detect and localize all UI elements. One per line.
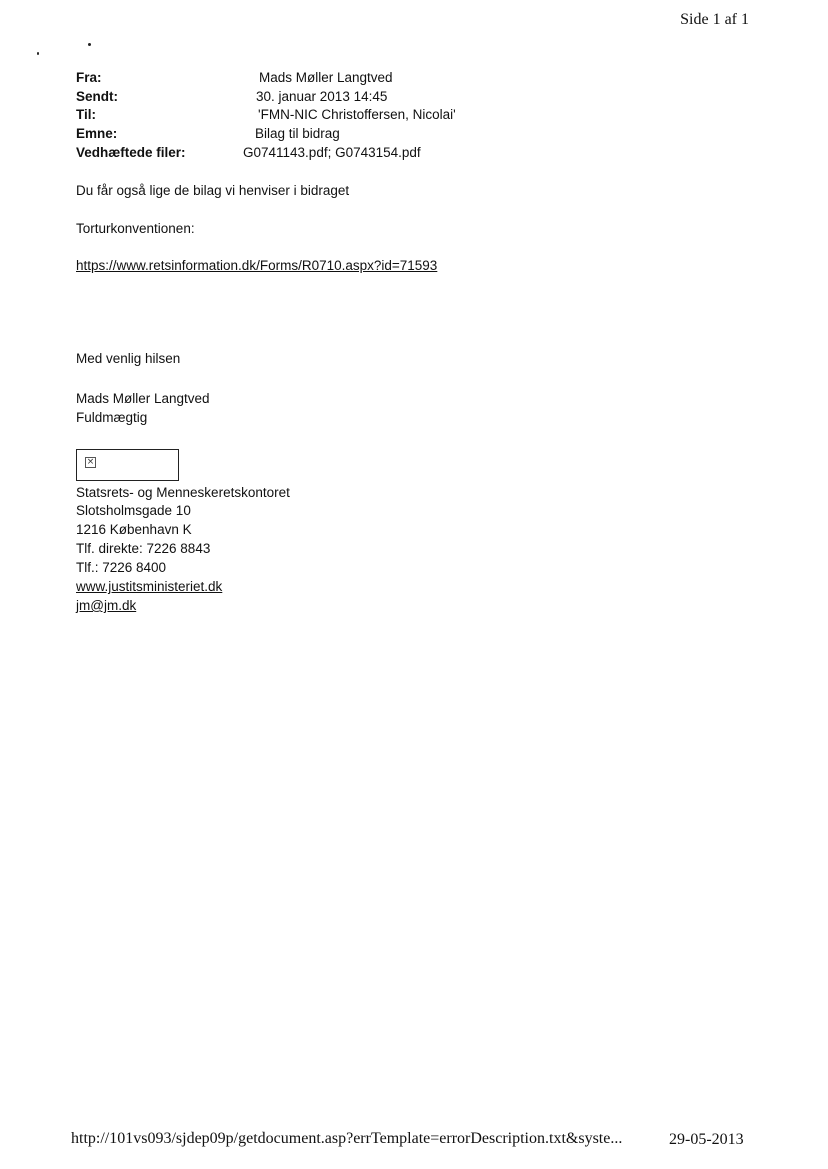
office-name: Statsrets- og Menneskeretskontoret — [76, 485, 290, 500]
to-label: Til: — [76, 107, 96, 122]
logo-placeholder — [76, 449, 179, 481]
scan-speck — [88, 43, 91, 46]
to-value: 'FMN-NIC Christoffersen, Nicolai' — [258, 107, 456, 122]
from-label: Fra: — [76, 70, 102, 85]
page-number: Side 1 af 1 — [680, 11, 749, 28]
phone-main: Tlf.: 7226 8400 — [76, 560, 167, 575]
intro-text: Du får også lige de bilag vi henviser i bidraget — [76, 183, 350, 198]
attachments-label: Vedhæftede filer: — [76, 145, 186, 160]
subject-label: Emne: — [76, 126, 118, 141]
footer-date: 29-05-2013 — [669, 1131, 744, 1148]
sent-label: Sendt: — [76, 89, 118, 104]
greeting: Med venlig hilsen — [76, 351, 181, 366]
email-link[interactable]: jm@jm.dk — [76, 598, 137, 613]
sent-value: 30. januar 2013 14:45 — [256, 89, 388, 104]
scan-speck — [37, 52, 39, 55]
convention-link[interactable]: https://www.retsinformation.dk/Forms/R0710.aspx?id=71593 — [76, 258, 438, 273]
attachments-value: G0741143.pdf; G0743154.pdf — [243, 145, 421, 160]
from-value: Mads Møller Langtved — [259, 70, 393, 85]
signature-title: Fuldmægtig — [76, 410, 148, 425]
street-address: Slotsholmsgade 10 — [76, 503, 191, 518]
signature-name: Mads Møller Langtved — [76, 391, 210, 406]
city-address: 1216 København K — [76, 522, 192, 537]
subject-value: Bilag til bidrag — [255, 126, 340, 141]
phone-direct: Tlf. direkte: 7226 8843 — [76, 541, 211, 556]
website-link[interactable]: www.justitsministeriet.dk — [76, 579, 223, 594]
broken-image-icon: × — [86, 457, 95, 467]
footer-url: http://101vs093/sjdep09p/getdocument.asp?errTemplate=errorDescription.txt&syste... — [71, 1130, 623, 1147]
convention-label: Torturkonventionen: — [76, 221, 195, 236]
